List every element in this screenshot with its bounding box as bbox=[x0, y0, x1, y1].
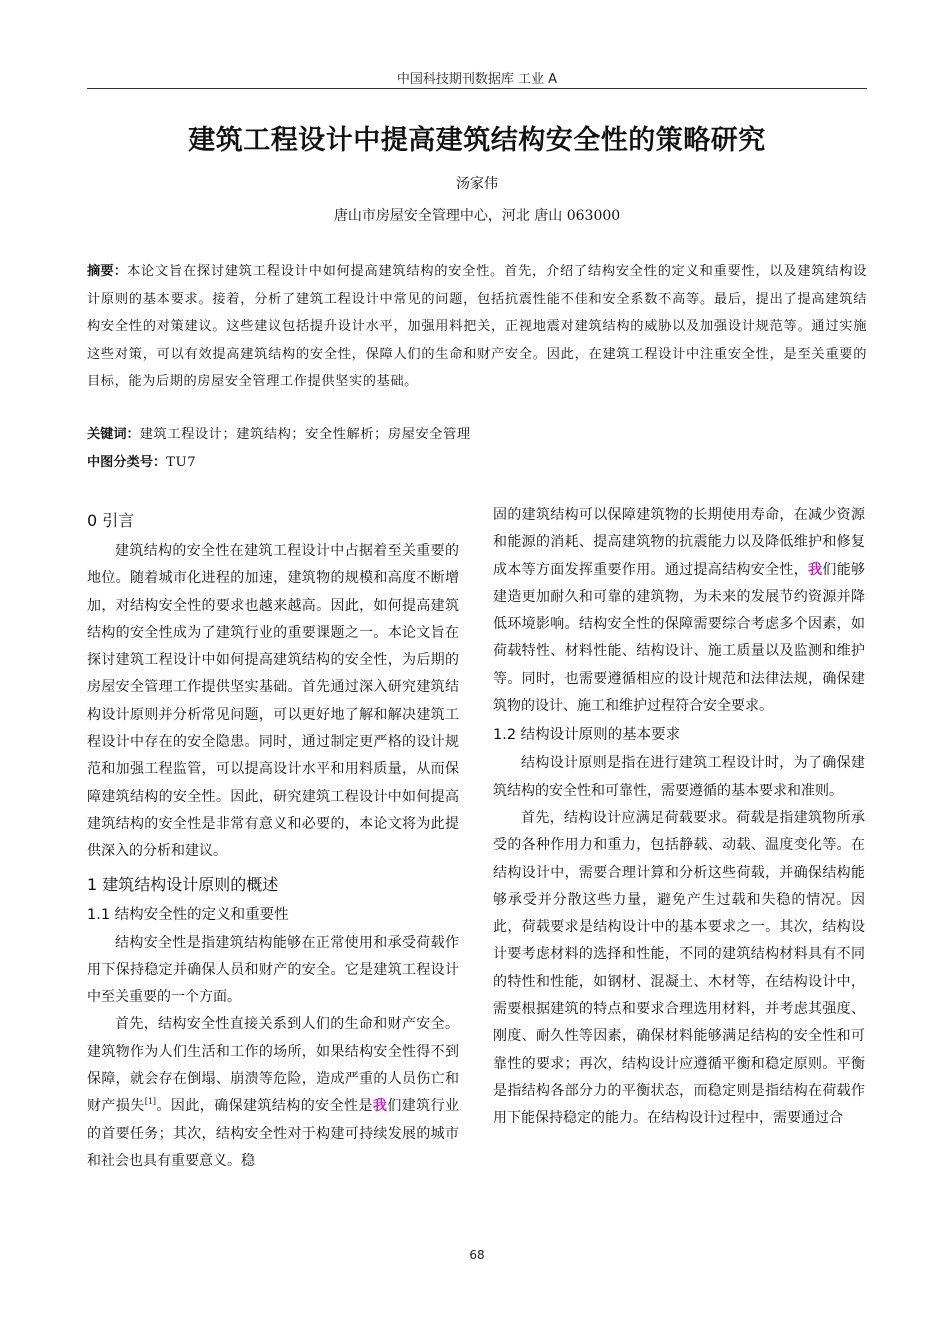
abstract bbox=[87, 258, 867, 396]
section-1-2-heading: 1.2 结构设计原则的基本要求 bbox=[493, 727, 681, 744]
running-header: 中国科技期刊数据库 工业 A bbox=[396, 72, 558, 87]
paragraph-text: 们能够建造更加耐久和可靠的建筑物，为未来的发展节约资源并降低环境影响。结构安全性的保障需要综合考虑多个因素，如荷载特性、材料性能、结构设计、施工质量以及监测和维护等。同时，也需要遵循相应的设计规范和法律法规，确保建筑物的设计、施工和维护过程符合安全要求。 bbox=[493, 561, 866, 715]
highlighted-char: 我 bbox=[372, 1098, 388, 1115]
abstract-label: 摘要： bbox=[87, 264, 128, 279]
left-column bbox=[87, 502, 459, 1175]
section-1-1-paragraph-1: 结构安全性是指建筑结构能够在正常使用和承受荷载作用下保持稳定并确保人员和财产的安全。它是建筑工程设计中至关重要的一个方面。 bbox=[87, 934, 459, 1006]
classification bbox=[87, 451, 867, 470]
keywords-label: 关键词： bbox=[87, 427, 140, 442]
section-1-2-paragraph-1: 结构设计原则是指在进行建筑工程设计时，为了确保建筑结构的安全性和可靠性，需要遵循的基本要求和准则。 bbox=[493, 755, 865, 799]
classification-text: TU7 bbox=[166, 455, 197, 470]
section-0-paragraph: 建筑结构的安全性在建筑工程设计中占据着至关重要的地位。随着城市化进程的加速，建筑物的规模和高度不断增加，对结构安全性的要求也越来越高。因此，如何提高建筑结构的安全性成为了建筑行业的重要课题之一。本论文旨在探讨建筑工程设计中如何提高建筑结构的安全性，为后期的房屋安全管理工作提供坚实基础。首先通过深入研究建筑结构设计原则并分析常见问题，可以更好地了解和解决建筑工程设计中存在的安全隐患。同时，通过制定更严格的设计规范和加强工程监管，可以提高设计水平和用料质量，从而保障建筑结构的安全性。因此，研究建筑工程设计中如何提高建筑结构的安全性是非常有意义和必要的，本论文将为此提供深入的分析和建议。 bbox=[87, 543, 459, 860]
section-1-1-paragraph-2 bbox=[87, 1011, 459, 1175]
section-1-2-paragraph-2: 首先，结构设计应满足荷载要求。荷载是指建筑物所承受的各种作用力和重力，包括静载、动载、温度变化等。在结构设计中，需要合理计算和分析这些荷载，并确保结构能够承受并分散这些力量，避免产生过载和失稳的情况。因此，荷载要求是结构设计中的基本要求之一。其次，结构设计要考虑材料的选择和性能，不同的建筑结构材料具有不同的特性和性能，如钢材、混凝土、木材等，在结构设计中，需要根据建筑的特点和要求合理选用材料，并考虑其强度、刚度、耐久性等因素，确保材料能够满足结构的安全性和可靠性的要求；再次，结构设计应遵循平衡和稳定原则。平衡是指结构各部分力的平衡状态，而稳定则是指结构在荷载作用下能保持稳定的能力。在结构设计过程中，需要通过合 bbox=[493, 809, 865, 1127]
classification-label: 中图分类号： bbox=[87, 455, 167, 470]
paragraph-text: 。因此，确保建筑结构的安全性是 bbox=[156, 1098, 373, 1115]
page-number: 68 bbox=[469, 1248, 485, 1262]
header-rule bbox=[87, 88, 867, 89]
author: 汤家伟 bbox=[456, 176, 498, 192]
abstract-text: 本论文旨在探讨建筑工程设计中如何提高建筑结构的安全性。首先，介绍了结构安全性的定义和重要性，以及建筑结构设计原则的基本要求。接着，分析了建筑工程设计中常见的问题，包括抗震性能不佳和安全系数不高等。最后，提出了提高建筑结构安全性的对策建议。这些建议包括提升设计水平，加强用料把关，正视地震对建筑结构的威胁以及加强设计规范等。通过实施这些对策，可以有效提高建筑结构的安全性，保障人们的生命和财产安全。因此，在建筑工程设计中注重安全性，是至关重要的目标，能为后期的房屋安全管理工作提供坚实的基础。 bbox=[87, 264, 867, 389]
section-1-1-heading: 1.1 结构安全性的定义和重要性 bbox=[87, 906, 289, 923]
paragraph-text: 们建筑行业的首要任务；其次，结构安全性对于构建可持续发展的城市和社会也具有重要意义。稳 bbox=[87, 1098, 460, 1169]
paragraph-text: 首先，结构安全性直接关系到人们的生命和财产安全。建筑物作为人们生活和工作的场所，如果结构安全性得不到保障，就会存在倒塌、崩溃等危险，造成严重的人员伤亡和财产损失 bbox=[87, 1016, 459, 1115]
paragraph-text: 固的建筑结构可以保障建筑物的长期使用寿命，在减少资源和能源的消耗、提高建筑物的抗震能力以及降低维护和修复成本等方面发挥重要作用。通过提高结构安全性， bbox=[493, 507, 865, 578]
section-1-heading: 1 建筑结构设计原则的概述 bbox=[87, 874, 279, 894]
keywords bbox=[87, 423, 867, 442]
right-column bbox=[493, 502, 865, 1133]
highlighted-char: 我 bbox=[808, 561, 823, 578]
citation: [1] bbox=[144, 1097, 157, 1107]
affiliation: 唐山市房屋安全管理中心，河北 唐山 063000 bbox=[333, 208, 621, 224]
paper-title: 建筑工程设计中提高建筑结构安全性的策略研究 bbox=[188, 125, 766, 156]
keywords-text: 建筑工程设计；建筑结构；安全性解析；房屋安全管理 bbox=[139, 427, 471, 442]
section-0-heading: 0 引言 bbox=[87, 511, 135, 530]
section-1-1-paragraph-3 bbox=[493, 502, 865, 720]
